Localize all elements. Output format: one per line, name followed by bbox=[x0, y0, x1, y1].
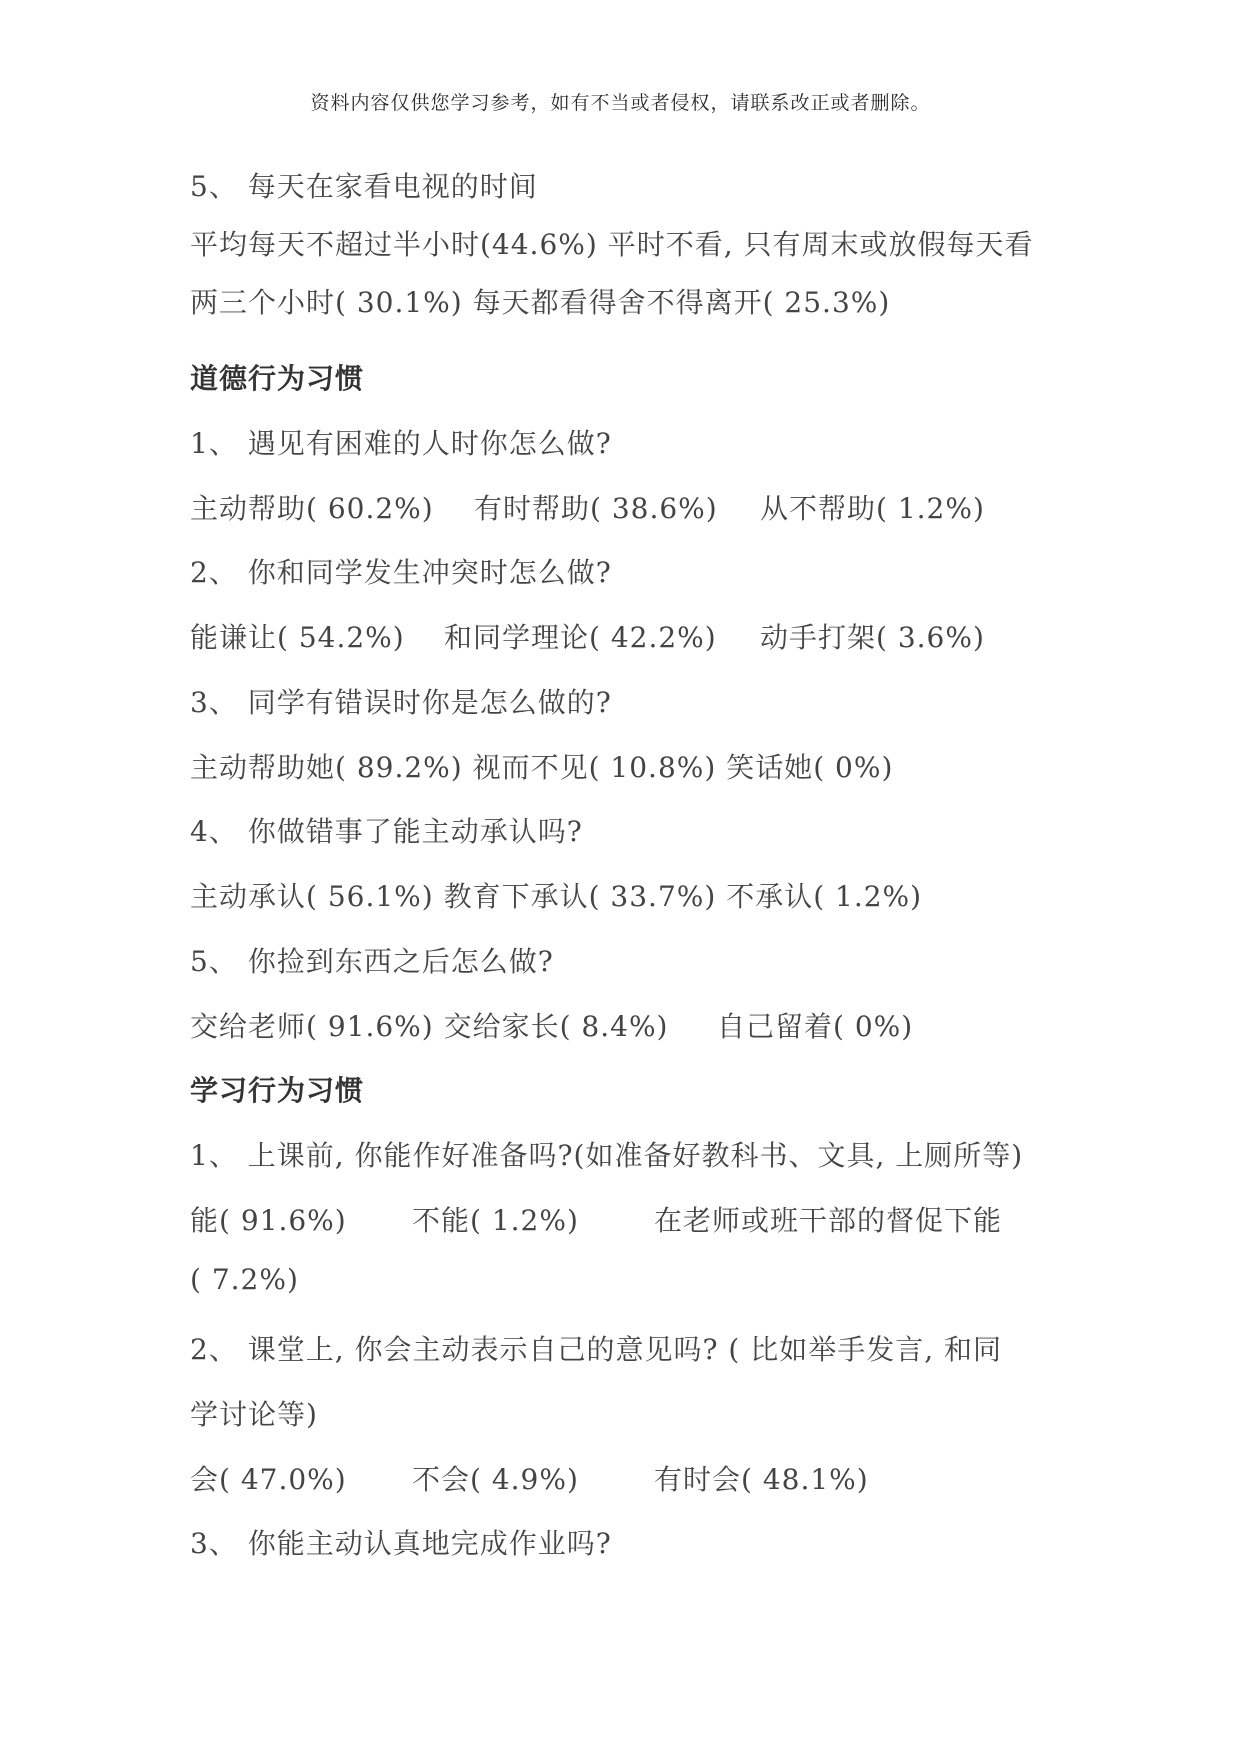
moral-question-2: 2、 你和同学发生冲突时怎么做? bbox=[190, 556, 612, 589]
study-question-2-line-2: 学讨论等) bbox=[190, 1398, 318, 1431]
moral-question-5: 5、 你捡到东西之后怎么做? bbox=[190, 945, 554, 978]
answer-option: 和同学理论( 42.2%) bbox=[444, 621, 717, 654]
moral-question-4: 4、 你做错事了能主动承认吗? bbox=[190, 815, 583, 848]
moral-answer-2 bbox=[190, 616, 985, 656]
tv-answer-line-1: 平均每天不超过半小时(44.6%) 平时不看, 只有周末或放假每天看 bbox=[190, 228, 1034, 261]
answer-option: 能谦让( 54.2%) bbox=[190, 621, 405, 654]
study-answer-1 bbox=[190, 1199, 1002, 1239]
tv-answer-line-2: 两三个小时( 30.1%) 每天都看得舍不得离开( 25.3%) bbox=[190, 286, 891, 319]
answer-option: 在老师或班干部的督促下能 bbox=[654, 1204, 1003, 1237]
answer-option: 主动帮助( 60.2%) bbox=[190, 492, 434, 525]
answer-option: 不能( 1.2%) bbox=[412, 1204, 579, 1237]
study-habits-heading: 学习行为习惯 bbox=[190, 1074, 365, 1107]
page-header-disclaimer: 资料内容仅供您学习参考，如有不当或者侵权，请联系改正或者删除。 bbox=[310, 92, 931, 114]
moral-question-3: 3、 同学有错误时你是怎么做的? bbox=[190, 686, 612, 719]
moral-answer-1 bbox=[190, 487, 985, 527]
study-answer-1-continued: ( 7.2%) bbox=[190, 1263, 299, 1296]
moral-question-1: 1、 遇见有困难的人时你怎么做? bbox=[190, 427, 612, 460]
study-question-1: 1、 上课前, 你能作好准备吗?(如准备好教科书、文具, 上厕所等) bbox=[190, 1139, 1024, 1172]
answer-option: 有时会( 48.1%) bbox=[654, 1463, 869, 1496]
answer-option: 交给老师( 91.6%) 交给家长( 8.4%) bbox=[190, 1010, 669, 1043]
moral-habits-heading: 道德行为习惯 bbox=[190, 362, 365, 395]
tv-question: 5、 每天在家看电视的时间 bbox=[190, 170, 538, 203]
study-question-2-line-1: 2、 课堂上, 你会主动表示自己的意见吗? ( 比如举手发言, 和同 bbox=[190, 1333, 1003, 1366]
answer-option: 从不帮助( 1.2%) bbox=[760, 492, 985, 525]
answer-option: 有时帮助( 38.6%) bbox=[474, 492, 718, 525]
study-question-3: 3、 你能主动认真地完成作业吗? bbox=[190, 1527, 612, 1560]
answer-option: 动手打架( 3.6%) bbox=[760, 621, 985, 654]
moral-answer-3: 主动帮助她( 89.2%) 视而不见( 10.8%) 笑话她( 0%) bbox=[190, 751, 894, 784]
answer-option: 能( 91.6%) bbox=[190, 1204, 347, 1237]
study-answer-2 bbox=[190, 1458, 869, 1498]
answer-option: 自己留着( 0%) bbox=[717, 1010, 914, 1043]
answer-option: 会( 47.0%) bbox=[190, 1463, 347, 1496]
moral-answer-5 bbox=[190, 1005, 913, 1045]
moral-answer-4: 主动承认( 56.1%) 教育下承认( 33.7%) 不承认( 1.2%) bbox=[190, 880, 923, 913]
answer-option: 不会( 4.9%) bbox=[412, 1463, 579, 1496]
